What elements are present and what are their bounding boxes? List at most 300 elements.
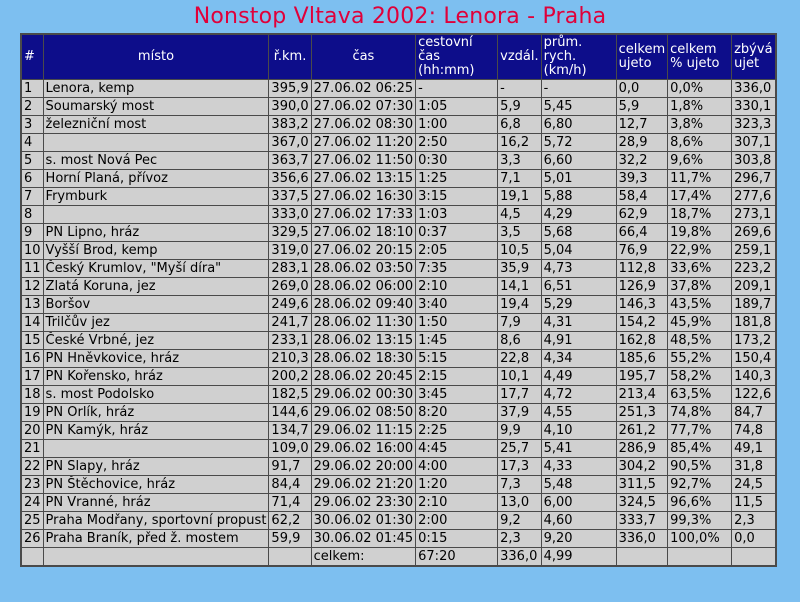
cell-total-pct: 90,5%	[668, 458, 731, 475]
cell-speed: 5,88	[542, 188, 616, 205]
cell-place: Horní Planá, přívoz	[44, 170, 269, 187]
cell-speed: 6,60	[542, 152, 616, 169]
cell-remaining: 181,8	[732, 314, 775, 331]
cell-total-pct: 11,7%	[668, 170, 731, 187]
cell-remaining: 140,3	[732, 368, 775, 385]
cell-remaining: 336,0	[732, 80, 775, 97]
cell-remaining: 24,5	[732, 476, 775, 493]
cell-place: PN Štěchovice, hráz	[44, 476, 269, 493]
cell-remaining: 84,7	[732, 404, 775, 421]
cell-distance: 2,3	[498, 530, 540, 547]
cell-total: 213,4	[617, 386, 667, 403]
total-cell-total-pct	[668, 548, 731, 565]
table-row	[22, 260, 775, 277]
total-cell-distance: 336,0	[498, 548, 540, 565]
cell-rkm: 283,1	[271, 261, 309, 276]
cell-place: Boršov	[44, 296, 269, 313]
cell-remaining: 277,6	[732, 188, 775, 205]
table-row	[22, 530, 775, 547]
cell-remaining: 150,4	[732, 350, 775, 367]
cell-total: 333,7	[617, 512, 667, 529]
totals-row	[22, 548, 775, 565]
cell-place: Soumarský most	[44, 98, 269, 115]
cell-total-pct: 55,2%	[668, 350, 731, 367]
cell-total: 185,6	[617, 350, 667, 367]
cell-place	[44, 134, 269, 151]
cell-duration: 2:00	[416, 512, 497, 529]
cell-total: 336,0	[617, 530, 667, 547]
cell-time: 27.06.02 20:15	[313, 243, 414, 258]
total-cell-num	[22, 548, 43, 565]
cell-total: 146,3	[617, 296, 667, 313]
cell-total: 261,2	[617, 422, 667, 439]
cell-duration: 3:40	[416, 296, 497, 313]
cell-speed: 9,20	[542, 530, 616, 547]
cell-distance: 7,1	[498, 170, 540, 187]
cell-speed: 6,80	[542, 116, 616, 133]
cell-time: 28.06.02 11:30	[313, 315, 414, 330]
cell-speed: 4,91	[542, 332, 616, 349]
cell-time: 27.06.02 06:25	[313, 81, 414, 96]
cell-num: 5	[22, 152, 43, 169]
cell-total-pct: 74,8%	[668, 404, 731, 421]
col-header-speed: prům. rych. (km/h)	[542, 35, 616, 79]
table-row	[22, 188, 775, 205]
cell-total-pct: 33,6%	[668, 260, 731, 277]
cell-place: s. most Podolsko	[44, 386, 269, 403]
cell-total-pct: 17,4%	[668, 188, 731, 205]
cell-speed: 4,73	[542, 260, 616, 277]
cell-time: 29.06.02 21:20	[313, 477, 414, 492]
cell-speed: 4,60	[542, 512, 616, 529]
cell-duration: 2:50	[416, 134, 497, 151]
cell-num: 4	[22, 134, 43, 151]
cell-distance: 9,2	[498, 512, 540, 529]
cell-remaining: 296,7	[732, 170, 775, 187]
total-cell-place	[44, 548, 269, 565]
total-cell-rkm	[269, 548, 310, 565]
cell-distance: 4,5	[498, 206, 540, 223]
cell-distance: 35,9	[498, 260, 540, 277]
cell-time: 27.06.02 07:30	[313, 99, 414, 114]
table-row	[22, 404, 775, 421]
cell-remaining: 0,0	[732, 530, 775, 547]
cell-time: 29.06.02 20:00	[313, 459, 414, 474]
cell-speed: 5,29	[542, 296, 616, 313]
cell-total-pct: 19,8%	[668, 224, 731, 241]
cell-remaining: 269,6	[732, 224, 775, 241]
cell-remaining: 189,7	[732, 296, 775, 313]
cell-distance: 7,9	[498, 314, 540, 331]
cell-num: 14	[24, 315, 41, 330]
cell-num: 11	[24, 261, 41, 276]
cell-rkm: 333,0	[271, 207, 309, 222]
total-cell-speed: 4,99	[542, 548, 616, 565]
cell-time: 28.06.02 03:50	[313, 261, 414, 276]
cell-total: 154,2	[617, 314, 667, 331]
cell-rkm: 91,7	[269, 458, 310, 475]
cell-distance: 10,5	[498, 242, 540, 259]
cell-remaining: 173,2	[732, 332, 775, 349]
cell-place: PN Hněvkovice, hráz	[44, 350, 269, 367]
cell-time: 29.06.02 08:50	[313, 405, 414, 420]
table-row	[22, 440, 775, 457]
cell-total-pct: 99,3%	[668, 512, 731, 529]
cell-duration: -	[416, 80, 497, 97]
cell-duration: 0:37	[416, 224, 497, 241]
table-row	[22, 134, 775, 151]
cell-total-pct: 0,0%	[668, 80, 731, 97]
cell-place: Praha Braník, před ž. mostem	[44, 530, 269, 547]
cell-place	[44, 206, 269, 223]
table-row	[22, 242, 775, 259]
cell-duration: 1:00	[416, 116, 497, 133]
cell-speed: 4,49	[542, 368, 616, 385]
cell-total: 32,2	[617, 152, 667, 169]
table-row	[22, 206, 775, 223]
cell-distance: 17,7	[498, 386, 540, 403]
cell-num: 18	[24, 387, 41, 402]
cell-rkm: 134,7	[271, 423, 309, 438]
cell-rkm: 62,2	[269, 512, 310, 529]
cell-total: 66,4	[617, 224, 667, 241]
table-row	[22, 368, 775, 385]
cell-num: 20	[24, 423, 41, 438]
cell-duration: 0:15	[416, 530, 497, 547]
cell-total: 126,9	[617, 278, 667, 295]
table-row	[22, 332, 775, 349]
cell-num: 15	[24, 333, 41, 348]
cell-num: 1	[22, 80, 43, 97]
cell-remaining: 74,8	[732, 422, 775, 439]
cell-distance: 6,8	[498, 116, 540, 133]
cell-total: 12,7	[617, 116, 667, 133]
cell-total-pct: 45,9%	[668, 314, 731, 331]
cell-total-pct: 92,7%	[668, 476, 731, 493]
cell-time: 29.06.02 23:30	[313, 495, 414, 510]
table-row	[22, 512, 775, 529]
cell-rkm: 241,7	[271, 315, 309, 330]
cell-remaining: 122,6	[732, 386, 775, 403]
cell-num: 2	[22, 98, 43, 115]
cell-total: 162,8	[617, 332, 667, 349]
cell-duration: 2:10	[416, 278, 497, 295]
cell-total: 304,2	[617, 458, 667, 475]
cell-time: 27.06.02 11:50	[313, 153, 414, 168]
cell-total-pct: 100,0%	[668, 530, 731, 547]
cell-duration: 2:10	[416, 494, 497, 511]
cell-total: 324,5	[617, 494, 667, 511]
cell-num: 25	[24, 513, 41, 528]
cell-time: 30.06.02 01:30	[313, 513, 414, 528]
cell-duration: 4:45	[416, 440, 497, 457]
cell-time: 27.06.02 13:15	[313, 171, 414, 186]
cell-num: 23	[24, 477, 41, 492]
cell-duration: 2:15	[416, 368, 497, 385]
cell-total-pct: 77,7%	[668, 422, 731, 439]
cell-distance: 37,9	[498, 404, 540, 421]
table-row	[22, 296, 775, 313]
cell-rkm: 59,9	[269, 530, 310, 547]
cell-distance: 13,0	[498, 494, 540, 511]
cell-place: PN Slapy, hráz	[44, 458, 269, 475]
table-row	[22, 278, 775, 295]
cell-distance: -	[498, 80, 540, 97]
cell-remaining: 49,1	[732, 440, 775, 457]
cell-speed: 5,45	[542, 98, 616, 115]
table-row	[22, 152, 775, 169]
cell-total-pct: 8,6%	[668, 134, 731, 151]
cell-place: PN Kamýk, hráz	[44, 422, 269, 439]
cell-time: 27.06.02 16:30	[313, 189, 414, 204]
cell-rkm: 383,2	[271, 117, 309, 132]
page-title: Nonstop Vltava 2002: Lenora - Praha	[193, 4, 607, 29]
cell-total: 251,3	[617, 404, 667, 421]
cell-total: 286,9	[617, 440, 667, 457]
cell-total-pct: 9,6%	[668, 152, 731, 169]
table-row	[22, 422, 775, 439]
cell-num: 19	[24, 405, 41, 420]
cell-speed: 5,68	[542, 224, 616, 241]
cell-rkm: 319,0	[271, 243, 309, 258]
cell-num: 8	[22, 206, 43, 223]
cell-remaining: 303,8	[732, 152, 775, 169]
cell-speed: 4,10	[542, 422, 616, 439]
cell-place: Vyšší Brod, kemp	[44, 242, 269, 259]
cell-duration: 8:20	[416, 404, 497, 421]
header-row	[22, 35, 775, 79]
cell-distance: 9,9	[498, 422, 540, 439]
cell-duration: 2:25	[416, 422, 497, 439]
cell-distance: 3,3	[498, 152, 540, 169]
cell-place: s. most Nová Pec	[44, 152, 269, 169]
cell-num: 21	[24, 441, 41, 456]
cell-remaining: 307,1	[732, 134, 775, 151]
cell-place: Lenora, kemp	[44, 80, 269, 97]
cell-distance: 7,3	[498, 476, 540, 493]
col-header-remaining: zbývá ujet	[732, 35, 775, 79]
cell-total-pct: 63,5%	[668, 386, 731, 403]
col-header-num: #	[22, 35, 43, 79]
cell-distance: 22,8	[498, 350, 540, 367]
cell-total-pct: 48,5%	[668, 332, 731, 349]
col-header-duration: cestovní čas (hh:mm)	[416, 35, 497, 79]
cell-time: 28.06.02 13:15	[313, 333, 414, 348]
cell-total: 76,9	[617, 242, 667, 259]
cell-rkm: 84,4	[269, 476, 310, 493]
col-header-rkm: ř.km.	[269, 35, 310, 79]
cell-remaining: 223,2	[732, 260, 775, 277]
cell-distance: 25,7	[498, 440, 540, 457]
cell-duration: 7:35	[416, 260, 497, 277]
cell-num: 17	[24, 369, 41, 384]
cell-total: 5,9	[617, 98, 667, 115]
cell-rkm: 71,4	[269, 494, 310, 511]
cell-place: Český Krumlov, "Myší díra"	[44, 260, 269, 277]
cell-total: 195,7	[617, 368, 667, 385]
trip-table	[20, 33, 777, 567]
cell-rkm: 367,0	[271, 135, 309, 150]
cell-speed: -	[542, 80, 616, 97]
cell-total: 58,4	[617, 188, 667, 205]
cell-time: 27.06.02 17:33	[313, 207, 414, 222]
total-cell-total	[617, 548, 667, 565]
cell-rkm: 363,7	[271, 153, 309, 168]
cell-speed: 4,29	[542, 206, 616, 223]
total-cell-duration: 67:20	[416, 548, 497, 565]
total-cell-time: celkem:	[312, 548, 416, 565]
col-header-place: místo	[44, 35, 269, 79]
cell-total-pct: 37,8%	[668, 278, 731, 295]
cell-total: 0,0	[617, 80, 667, 97]
col-header-total: celkem ujeto	[617, 35, 667, 79]
cell-num: 24	[24, 495, 41, 510]
cell-total-pct: 3,8%	[668, 116, 731, 133]
cell-distance: 14,1	[498, 278, 540, 295]
table-row	[22, 80, 775, 97]
cell-speed: 4,31	[542, 314, 616, 331]
table-row	[22, 350, 775, 367]
cell-place: Praha Modřany, sportovní propust	[45, 513, 267, 528]
cell-remaining: 209,1	[732, 278, 775, 295]
cell-duration: 5:15	[416, 350, 497, 367]
cell-speed: 4,33	[542, 458, 616, 475]
col-header-distance: vzdál.	[498, 35, 540, 79]
cell-num: 10	[24, 243, 41, 258]
cell-total-pct: 85,4%	[668, 440, 731, 457]
table-row	[22, 458, 775, 475]
cell-time: 27.06.02 08:30	[313, 117, 414, 132]
cell-distance: 5,9	[498, 98, 540, 115]
cell-rkm: 329,5	[271, 225, 309, 240]
cell-total: 62,9	[617, 206, 667, 223]
cell-duration: 2:05	[416, 242, 497, 259]
cell-num: 13	[24, 297, 41, 312]
table-row	[22, 476, 775, 493]
table-row	[22, 224, 775, 241]
cell-total: 39,3	[617, 170, 667, 187]
cell-remaining: 31,8	[732, 458, 775, 475]
cell-remaining: 11,5	[732, 494, 775, 511]
table-row	[22, 494, 775, 511]
table-row	[22, 116, 775, 133]
cell-rkm: 233,1	[271, 333, 309, 348]
cell-place: železniční most	[44, 116, 269, 133]
cell-place: PN Vranné, hráz	[44, 494, 269, 511]
table-body	[22, 80, 775, 565]
cell-time: 28.06.02 06:00	[313, 279, 414, 294]
cell-total-pct: 22,9%	[668, 242, 731, 259]
cell-time: 30.06.02 01:45	[313, 531, 414, 546]
cell-place: České Vrbné, jez	[44, 332, 269, 349]
cell-speed: 6,51	[542, 278, 616, 295]
cell-rkm: 144,6	[271, 405, 309, 420]
cell-time: 28.06.02 20:45	[313, 369, 414, 384]
cell-place: Trilčův jez	[44, 314, 269, 331]
cell-speed: 4,55	[542, 404, 616, 421]
table-row	[22, 314, 775, 331]
cell-place	[44, 440, 269, 457]
cell-rkm: 337,5	[271, 189, 309, 204]
cell-total-pct: 58,2%	[668, 368, 731, 385]
cell-total-pct: 18,7%	[668, 206, 731, 223]
cell-speed: 5,72	[542, 134, 616, 151]
cell-speed: 5,48	[542, 476, 616, 493]
cell-distance: 16,2	[498, 134, 540, 151]
cell-remaining: 323,3	[732, 116, 775, 133]
cell-rkm: 182,5	[271, 387, 309, 402]
cell-num: 3	[22, 116, 43, 133]
cell-time: 28.06.02 09:40	[313, 297, 414, 312]
cell-num: 6	[22, 170, 43, 187]
cell-speed: 5,01	[542, 170, 616, 187]
cell-duration: 0:30	[416, 152, 497, 169]
cell-duration: 1:20	[416, 476, 497, 493]
cell-num: 22	[24, 459, 41, 474]
cell-total: 28,9	[617, 134, 667, 151]
cell-distance: 19,4	[498, 296, 540, 313]
cell-rkm: 390,0	[271, 99, 309, 114]
cell-remaining: 259,1	[732, 242, 775, 259]
cell-speed: 6,00	[542, 494, 616, 511]
cell-place: Frymburk	[44, 188, 269, 205]
col-header-time: čas	[312, 35, 416, 79]
cell-speed: 5,04	[542, 242, 616, 259]
cell-duration: 3:15	[416, 188, 497, 205]
cell-time: 29.06.02 16:00	[313, 441, 414, 456]
cell-num: 16	[24, 351, 41, 366]
cell-duration: 1:50	[416, 314, 497, 331]
cell-distance: 8,6	[498, 332, 540, 349]
cell-distance: 17,3	[498, 458, 540, 475]
cell-place: Zlatá Koruna, jez	[44, 278, 269, 295]
cell-time: 27.06.02 11:20	[313, 135, 414, 150]
cell-num: 7	[22, 188, 43, 205]
cell-time: 29.06.02 11:15	[313, 423, 414, 438]
cell-remaining: 273,1	[732, 206, 775, 223]
cell-duration: 1:45	[416, 332, 497, 349]
cell-place: PN Kořensko, hráz	[44, 368, 269, 385]
cell-total-pct: 1,8%	[668, 98, 731, 115]
cell-time: 27.06.02 18:10	[313, 225, 414, 240]
cell-rkm: 249,6	[271, 297, 309, 312]
cell-rkm: 210,3	[271, 351, 309, 366]
cell-total: 311,5	[617, 476, 667, 493]
cell-total: 112,8	[617, 260, 667, 277]
table-row	[22, 386, 775, 403]
cell-total-pct: 43,5%	[668, 296, 731, 313]
table-row	[22, 98, 775, 115]
cell-duration: 1:05	[416, 98, 497, 115]
cell-total-pct: 96,6%	[668, 494, 731, 511]
total-cell-remaining	[732, 548, 775, 565]
cell-distance: 10,1	[498, 368, 540, 385]
cell-duration: 1:25	[416, 170, 497, 187]
col-header-total-pct: celkem % ujeto	[668, 35, 731, 79]
cell-speed: 5,41	[542, 440, 616, 457]
cell-duration: 4:00	[416, 458, 497, 475]
cell-time: 28.06.02 18:30	[313, 351, 414, 366]
cell-rkm: 269,0	[271, 279, 309, 294]
table-row	[22, 170, 775, 187]
cell-distance: 19,1	[498, 188, 540, 205]
cell-duration: 1:03	[416, 206, 497, 223]
cell-num: 26	[24, 531, 41, 546]
cell-remaining: 330,1	[732, 98, 775, 115]
cell-rkm: 200,2	[271, 369, 309, 384]
cell-speed: 4,72	[542, 386, 616, 403]
cell-rkm: 395,9	[271, 81, 309, 96]
